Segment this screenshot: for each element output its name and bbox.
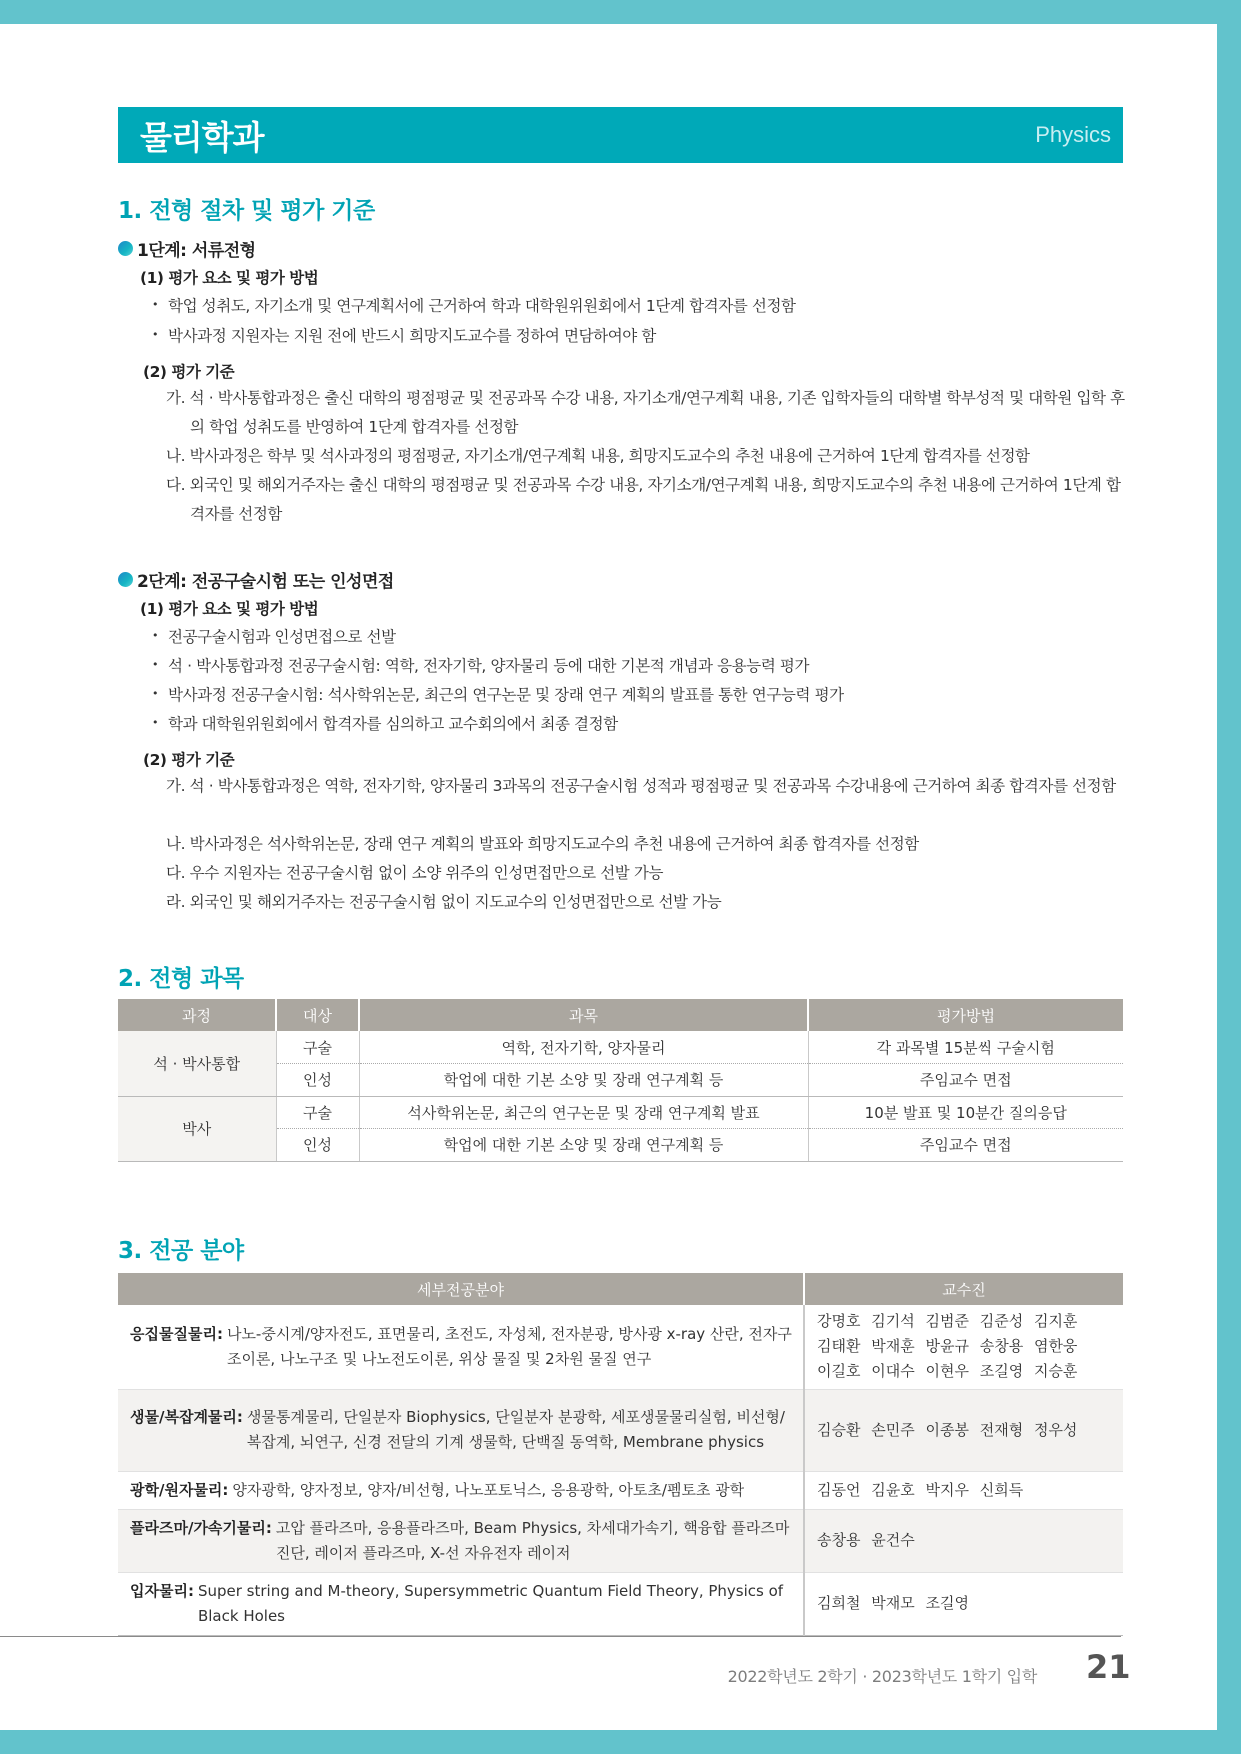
table-header-row (118, 1273, 1123, 1305)
col-header-field: 세부전공분야 (118, 1273, 804, 1305)
stage1-methods-title: (1) 평가 요소 및 평가 방법 (140, 269, 319, 287)
table-row (118, 1389, 1123, 1471)
col-header-subject: 과목 (359, 999, 808, 1031)
col-header-target: 대상 (276, 999, 359, 1031)
footer-text: 2022학년도 2학기 · 2023학년도 1학기 입학 (727, 1667, 1037, 1686)
faculty-line: 강명호 김기석 김범준 김준성 김지훈 (817, 1312, 1078, 1331)
stage2-criteria-title: (2) 평가 기준 (143, 751, 235, 769)
page-sheet (0, 24, 1217, 1730)
stage1-criterion-1: 가. 석 · 박사통합과정은 출신 대학의 평점평균 및 전공과목 수강 내용, 자기소개/연구계획 내용, 기존 입학자들의 대학별 학부성적 및 대학원 입학 후의 학업 성취도를 반영하여 1단계 합격자를 선정함 (166, 389, 1125, 436)
faculty-line: 김태환 박재훈 방윤규 송창용 염한웅 (817, 1337, 1078, 1356)
stage2-criterion-3: 다. 우수 지원자는 전공구술시험 없이 소양 위주의 인성면접만으로 선발 가능 (166, 864, 664, 882)
subject-cell: 역학, 전자기학, 양자물리 (359, 1031, 808, 1064)
table-header-row (118, 999, 1123, 1031)
method-cell: 10분 발표 및 10분간 질의응답 (808, 1096, 1123, 1129)
table-row (118, 1509, 1123, 1572)
faculty-cell (804, 1572, 1123, 1635)
research-fields-table (118, 1273, 1123, 1636)
field-name: 플라즈마/가속기물리: (130, 1518, 272, 1537)
target-cell: 구술 (276, 1031, 359, 1064)
method-cell: 주임교수 면접 (808, 1064, 1123, 1097)
table-row (118, 1471, 1123, 1509)
field-desc: 양자광학, 양자정보, 양자/비선형, 나노포토닉스, 응용광학, 아토초/펨토초 광학 (232, 1480, 745, 1499)
faculty-line: 송창용 윤건수 (817, 1531, 915, 1549)
field-cell (118, 1572, 804, 1635)
footer-divider (0, 1636, 1121, 1637)
stage2-method-2: • 석 · 박사통합과정 전공구술시험: 역학, 전자기학, 양자물리 등에 대한 기본적 개념과 응용능력 평가 (168, 654, 809, 676)
stage1-label: 1단계: 서류전형 (137, 241, 256, 261)
stage2-method-3: • 박사과정 전공구술시험: 석사학위논문, 최근의 연구논문 및 장래 연구 계획의 발표를 통한 연구능력 평가 (168, 683, 844, 705)
method-cell: 각 과목별 15분씩 구술시험 (808, 1031, 1123, 1064)
faculty-line: 김동언 김윤호 박지우 신희득 (817, 1480, 1024, 1499)
field-desc: 고압 플라즈마, 응용플라즈마, Beam Physics, 차세대가속기, 핵융합 플라즈마진단, 레이저 플라즈마, X-선 자유전자 레이저 (275, 1518, 790, 1562)
field-cell (118, 1471, 804, 1509)
course-cell: 박사 (118, 1096, 276, 1161)
field-name: 응집물질물리: (130, 1324, 223, 1343)
bullet-dot-icon (118, 572, 133, 587)
faculty-cell (804, 1471, 1123, 1509)
faculty-line: 김승환 손민주 이종봉 전재형 정우성 (817, 1420, 1078, 1439)
field-name: 광학/원자물리: (130, 1480, 229, 1499)
field-desc: Super string and M-theory, Supersymmetric Quantum Field Theory, Physics of Black Holes (197, 1581, 784, 1625)
field-name: 생물/복잡계물리: (130, 1408, 243, 1426)
stage2-title (118, 567, 394, 592)
department-header (118, 107, 1123, 163)
target-cell: 인성 (276, 1064, 359, 1097)
stage2-method-4: • 학과 대학원위원회에서 합격자를 심의하고 교수회의에서 최종 결정함 (168, 712, 618, 734)
section1-title: 1. 전형 절차 및 평가 기준 (118, 198, 375, 224)
section3-title: 3. 전공 분야 (118, 1238, 244, 1264)
screening-subjects-table (118, 999, 1123, 1162)
field-cell (118, 1389, 804, 1471)
stage2-criterion-1: 가. 석 · 박사통합과정은 역학, 전자기학, 양자물리 3과목의 전공구술시험 성적과 평점평균 및 전공과목 수강내용에 근거하여 최종 합격자를 선정함 (166, 777, 1116, 795)
stage2-criterion-2: 나. 박사과정은 석사학위논문, 장래 연구 계획의 발표와 희망지도교수의 추천 내용에 근거하여 최종 합격자를 선정함 (166, 835, 919, 853)
stage1-title (118, 236, 256, 261)
stage1-method-1: • 학업 성취도, 자기소개 및 연구계획서에 근거하여 학과 대학원위원회에서 1단계 합격자를 선정함 (168, 294, 796, 316)
stage1-criterion-2: 나. 박사과정은 학부 및 석사과정의 평점평균, 자기소개/연구계획 내용, 희망지도교수의 추천 내용에 근거하여 1단계 합격자를 선정함 (166, 447, 1030, 465)
department-title-en: Physics (1035, 122, 1111, 147)
target-cell: 인성 (276, 1129, 359, 1162)
stage2-methods-title: (1) 평가 요소 및 평가 방법 (140, 600, 319, 618)
col-header-method: 평가방법 (808, 999, 1123, 1031)
field-cell (118, 1305, 804, 1389)
subject-cell: 학업에 대한 기본 소양 및 장래 연구계획 등 (359, 1129, 808, 1162)
faculty-cell (804, 1305, 1123, 1389)
department-title: 물리학과 (140, 117, 264, 157)
col-header-course: 과정 (118, 999, 276, 1031)
stage2-label: 2단계: 전공구술시험 또는 인성면접 (137, 572, 394, 592)
table-row (118, 1031, 1123, 1064)
stage1-method-2: • 박사과정 지원자는 지원 전에 반드시 희망지도교수를 정하여 면담하여야 함 (168, 324, 656, 346)
faculty-line: 김희철 박재모 조길영 (817, 1594, 969, 1612)
col-header-faculty: 교수진 (804, 1273, 1123, 1305)
table-row (118, 1572, 1123, 1635)
field-desc: 나노-중시계/양자전도, 표면물리, 초전도, 자성체, 전자분광, 방사광 x-ray 산란, 전자구조이론, 나노구조 및 나노전도이론, 위상 물질 및 2차원 물질 연구 (226, 1324, 792, 1368)
subject-cell: 석사학위논문, 최근의 연구논문 및 장래 연구계획 발표 (359, 1096, 808, 1129)
subject-cell: 학업에 대한 기본 소양 및 장래 연구계획 등 (359, 1064, 808, 1097)
faculty-cell (804, 1389, 1123, 1471)
section2-title: 2. 전형 과목 (118, 966, 244, 992)
table-row (118, 1096, 1123, 1129)
stage2-method-1: • 전공구술시험과 인성면접으로 선발 (168, 625, 396, 647)
stage2-criterion-4: 라. 외국인 및 해외거주자는 전공구술시험 없이 지도교수의 인성면접만으로 선발 가능 (166, 893, 722, 911)
page-number: 21 (1086, 1648, 1131, 1686)
stage1-criterion-3: 다. 외국인 및 해외거주자는 출신 대학의 평점평균 및 전공과목 수강 내용, 자기소개/연구계획 내용, 희망지도교수의 추천 내용에 근거하여 1단계 합격자를 선정함 (166, 476, 1121, 523)
field-name: 입자물리: (130, 1581, 194, 1600)
target-cell: 구술 (276, 1096, 359, 1129)
field-desc: 생물통계물리, 단일분자 Biophysics, 단일분자 분광학, 세포생물물리실험, 비선형/복잡계, 뇌연구, 신경 전달의 기계 생물학, 단백질 동역학, Membrane physics (246, 1408, 785, 1451)
stage1-criteria-title: (2) 평가 기준 (143, 363, 235, 381)
bullet-dot-icon (118, 241, 133, 256)
faculty-line: 이길호 이대수 이현우 조길영 지승훈 (817, 1362, 1078, 1381)
course-cell: 석 · 박사통합 (118, 1031, 276, 1096)
table-row (118, 1305, 1123, 1389)
faculty-cell (804, 1509, 1123, 1572)
field-cell (118, 1509, 804, 1572)
method-cell: 주임교수 면접 (808, 1129, 1123, 1162)
